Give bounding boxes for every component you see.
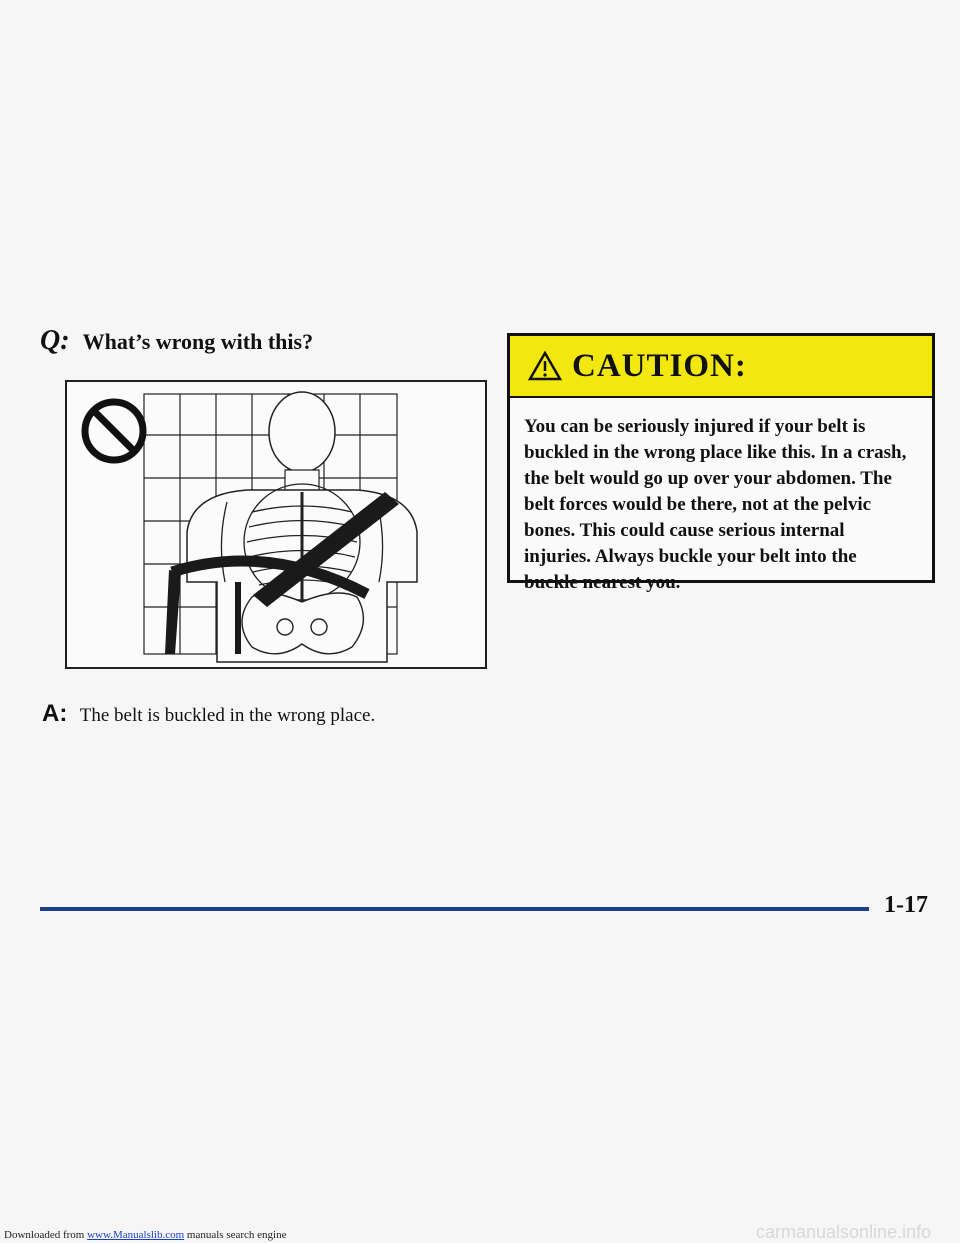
warning-triangle-icon: [528, 351, 562, 381]
caution-box: [507, 333, 935, 593]
watermark: carmanualsonline.info: [756, 1222, 932, 1242]
question-text: What’s wrong with this?: [82, 329, 314, 354]
seatbelt-illustration: [65, 380, 487, 669]
download-suffix: manuals search engine: [186, 1229, 287, 1241]
download-credit: [4, 1229, 286, 1241]
prohibition-icon: [79, 396, 149, 466]
answer: [42, 700, 375, 728]
answer-marker: A:: [42, 700, 68, 727]
question: [40, 325, 313, 357]
caution-body: You can be seriously injured if your belt is buckled in the wrong place like this. In a crash, the belt would go up over your abdomen. The belt forces would be there, not at the pelvic bones. This could cause serious internal injuries. Always buckle your belt into the buckle nearest you.: [524, 416, 907, 593]
question-marker: Q:: [40, 325, 70, 356]
answer-text: The belt is buckled in the wrong place.: [79, 705, 376, 726]
footer-rule: [40, 907, 869, 911]
caution-header: [510, 336, 932, 398]
manualslib-link[interactable]: www.Manualslib.com: [87, 1229, 185, 1241]
caution-title: CAUTION:: [572, 347, 747, 384]
download-prefix: Downloaded from: [4, 1229, 85, 1241]
page-number: 1-17: [884, 892, 928, 918]
